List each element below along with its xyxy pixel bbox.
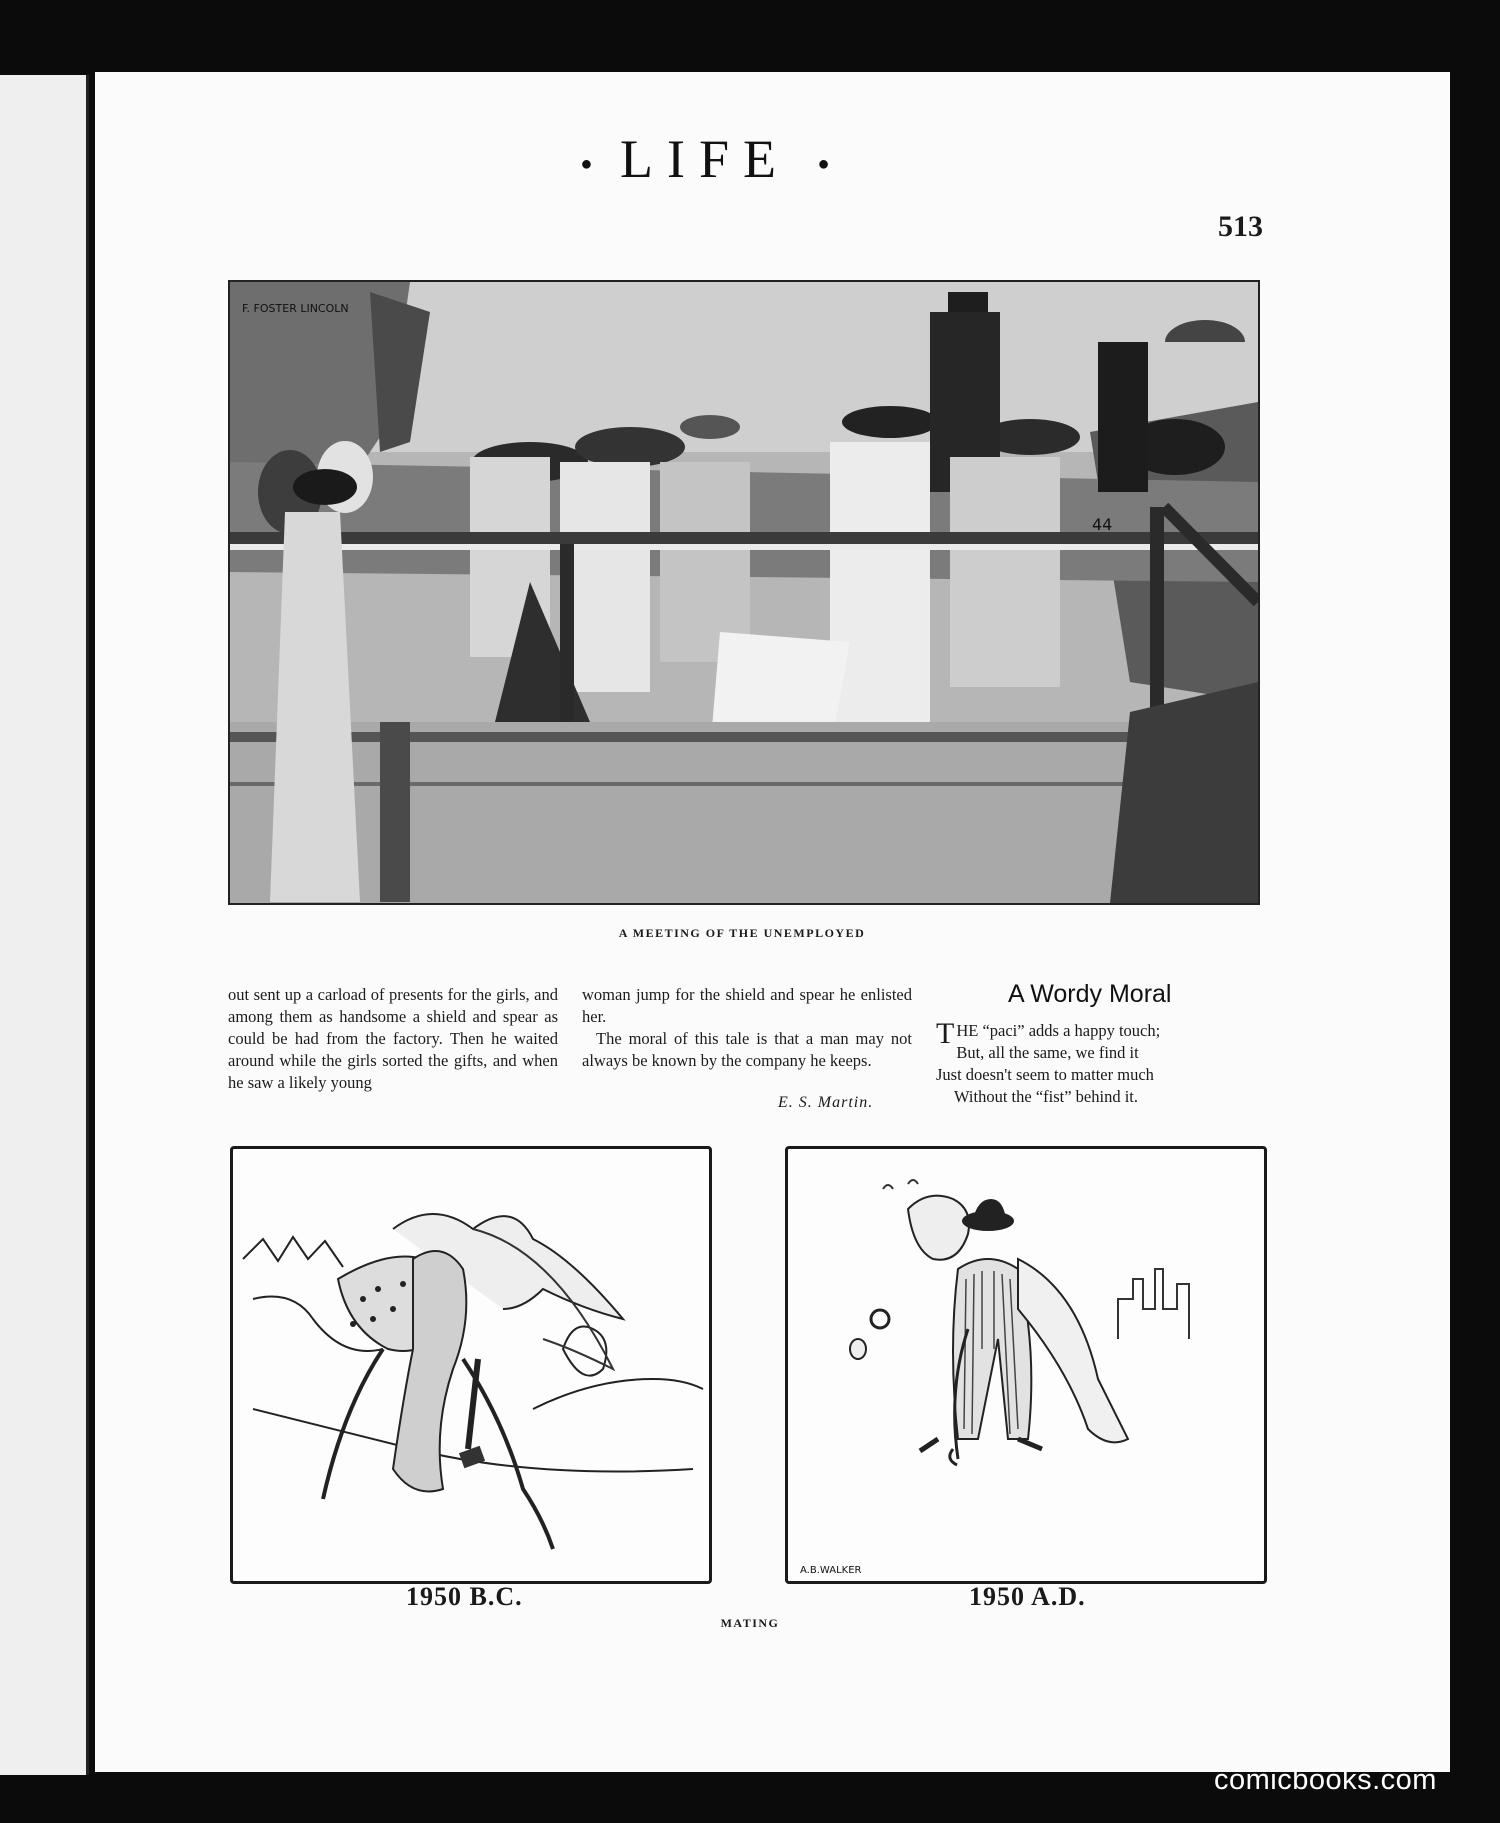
cartoon-label-ad: 1950 A.D. xyxy=(969,1582,1086,1611)
poem-dropcap: T xyxy=(936,1017,955,1050)
artist-signature: F. FOSTER LINCOLN xyxy=(242,302,349,315)
caveman-drawing xyxy=(233,1149,709,1581)
cartoon-caption: MATING xyxy=(720,1616,780,1630)
masthead-title: LIFE xyxy=(620,129,790,189)
story-column-2-paragraph-1: woman jump for the shield and spear he enlisted her. xyxy=(582,985,912,1026)
gentleman-drawing xyxy=(788,1149,1264,1581)
story-column-1-text: out sent up a carload of presents for the girls, and among them as handsome a shield and spear as could be had from the factory. Then he waited around while the girls sorted the gifts, and when he saw a likely young xyxy=(228,985,558,1092)
spectators-illustration xyxy=(228,280,1260,905)
cartoon-panel-gentleman xyxy=(785,1146,1267,1584)
cartoon-artist-signature: A.B.WALKER xyxy=(800,1565,862,1576)
story-byline: E. S. Martin. xyxy=(778,1094,874,1111)
poem-line-3: Just doesn't seem to matter much xyxy=(936,1065,1154,1084)
masthead-dot-right: ● xyxy=(817,153,830,176)
masthead-dot-left: ● xyxy=(580,153,593,176)
poem-line-2: But, all the same, we find it xyxy=(956,1043,1139,1062)
poem-line-1: HE “paci” adds a happy touch; xyxy=(956,1021,1161,1040)
facing-page-edge xyxy=(0,75,89,1775)
spectators-drawing xyxy=(230,282,1258,903)
poem-title: A Wordy Moral xyxy=(1008,980,1172,1008)
illustration-caption: A MEETING OF THE UNEMPLOYED xyxy=(618,926,866,940)
story-column-1 xyxy=(228,984,558,1094)
cartoon-label-bc: 1950 B.C. xyxy=(406,1582,523,1611)
poem-line-4: Without the “fist” behind it. xyxy=(954,1087,1139,1106)
masthead xyxy=(540,128,870,190)
story-column-2-paragraph-2: The moral of this tale is that a man may not always be known by the company he keeps. xyxy=(582,1029,912,1070)
site-watermark: comicbooks.com xyxy=(1214,1764,1437,1796)
page-number: 513 xyxy=(1218,210,1263,243)
poem xyxy=(936,1017,1256,1108)
cartoon-panel-caveman xyxy=(230,1146,712,1584)
story-column-2 xyxy=(582,984,912,1072)
box-number: 44 xyxy=(1092,515,1113,534)
